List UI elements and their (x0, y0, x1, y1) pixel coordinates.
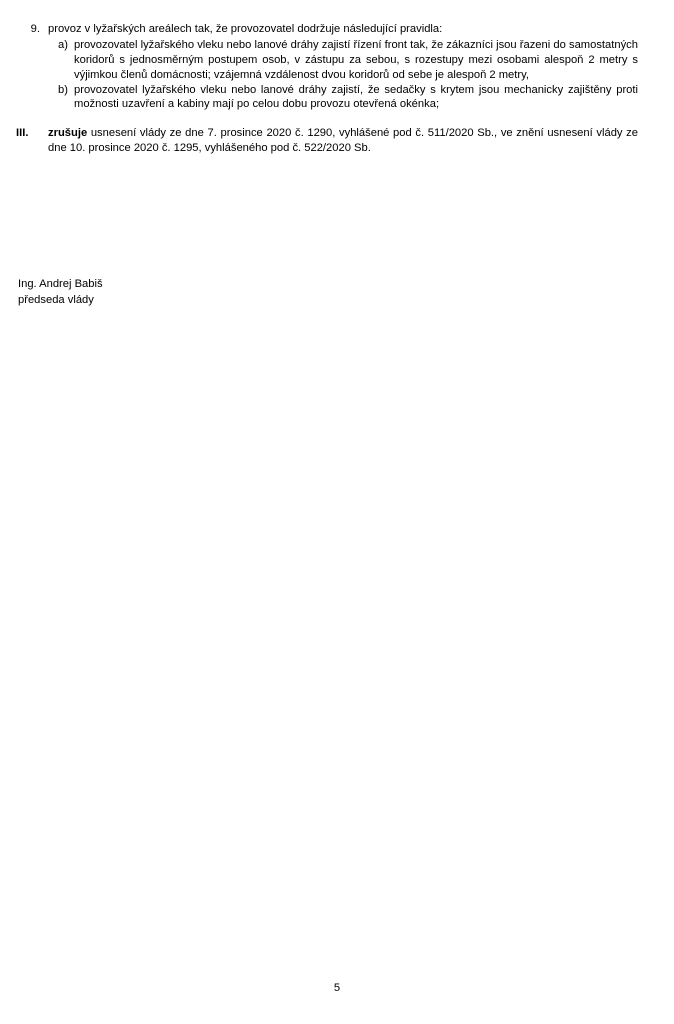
sub-list-item-text: provozovatel lyžařského vleku nebo lanové dráhy zajistí řízení front tak, že zákazníci jsou řazeni do samostatných koridorů s jednosměrným postupem osob, v zástupu za sebou, s rozestupy mezi osobami alespoň 2 metry s výjimkou členů domácnosti; vzájemná vzdálenost dvou koridorů od sebe je alespoň 2 metry, (74, 38, 638, 81)
sub-list-item-marker: b) (58, 83, 68, 96)
list-item (16, 22, 638, 37)
roman-section-marker: III. (16, 127, 29, 140)
list-item-text: provoz v lyžařských areálech tak, že provozovatel dodržuje následující pravidla: (48, 23, 443, 35)
roman-section (16, 126, 638, 156)
roman-section-body: usnesení vlády ze dne 7. prosince 2020 č. 1290, vyhlášené pod č. 511/2020 Sb., ve znění usnesení vlády ze dne 10. prosince 2020 č. 1295, vyhlášeného pod č. 522/2020 Sb. (48, 127, 638, 155)
signature-block (16, 276, 638, 308)
sub-list (16, 38, 638, 112)
signature-name: Ing. Andrej Babiš (18, 278, 103, 291)
list-item-marker: 9. (30, 23, 40, 35)
page-number: 5 (333, 982, 341, 995)
roman-section-text (48, 126, 638, 156)
signature-title: předseda vlády (18, 294, 94, 307)
roman-section-lead: zrušuje (48, 127, 88, 140)
sub-list-item-text: provozovatel lyžařského vleku nebo lanové dráhy zajistí, že sedačky s krytem jsou mechanicky zajištěny proti možnosti uzavření a kabiny mají po celou dobu provozu otevřená okénka; (74, 83, 638, 111)
sub-list-item-marker: a) (58, 38, 68, 51)
sub-list-item (16, 83, 638, 113)
sub-list-item (16, 38, 638, 83)
